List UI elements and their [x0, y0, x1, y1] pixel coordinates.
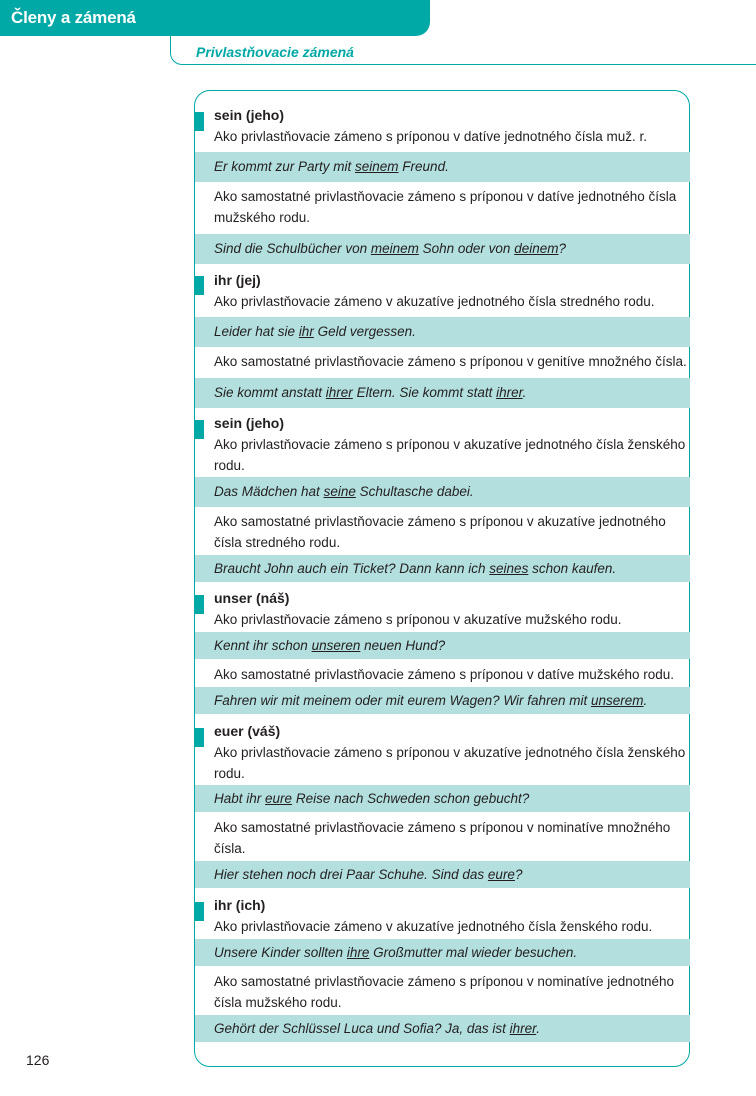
entry-attributive: [195, 721, 690, 785]
entry-word: euer (váš): [214, 723, 281, 739]
example-sentence: Habt ihr eure Reise nach Schweden schon gebucht?: [195, 785, 690, 812]
example-sentence: Sie kommt anstatt ihrer Eltern. Sie kommt statt ihrer.: [195, 378, 690, 408]
attributive-description: Ako privlastňovacie zámeno s príponou v akuzatíve mužského rodu.: [214, 612, 622, 627]
example-sentence: Sind die Schulbücher von meinem Sohn oder von deinem?: [195, 234, 690, 264]
entry-attributive: [195, 413, 690, 477]
example-sentence: Er kommt zur Party mit seinem Freund.: [195, 152, 690, 182]
standalone-description: Ako samostatné privlastňovacie zámeno s príponou v genitíve množného čísla.: [214, 354, 687, 369]
page-number: 126: [26, 1052, 50, 1068]
example-sentence: Braucht John auch ein Ticket? Dann kann ich seines schon kaufen.: [195, 555, 690, 582]
standalone-description: Ako samostatné privlastňovacie zámeno s príponou v akuzatíve jednotného čísla stredného rodu.: [214, 514, 666, 550]
attributive-description: Ako privlastňovacie zámeno v akuzatíve jednotného čísla ženského rodu.: [214, 919, 653, 934]
example-sentence: Das Mädchen hat seine Schultasche dabei.: [195, 477, 690, 507]
attributive-description: Ako privlastňovacie zámeno s príponou v akuzatíve jednotného čísla ženského rodu.: [214, 745, 686, 781]
section-title: Privlastňovacie zámená: [196, 44, 354, 60]
standalone-description: Ako samostatné privlastňovacie zámeno s príponou v nominatíve jednotného čísla mužského rodu.: [214, 974, 675, 1010]
example-sentence: Gehört der Schlüssel Luca und Sofia? Ja, das ist ihrer.: [195, 1015, 690, 1042]
example-sentence: Hier stehen noch drei Paar Schuhe. Sind das eure?: [195, 861, 690, 888]
example-sentence: Kennt ihr schon unseren neuen Hund?: [195, 632, 690, 659]
entry-attributive: [195, 270, 690, 316]
standalone-description: Ako samostatné privlastňovacie zámeno s príponou v datíve mužského rodu.: [214, 667, 674, 682]
attributive-description: Ako privlastňovacie zámeno s príponou v datíve jednotného čísla muž. r.: [214, 129, 647, 144]
example-sentence: Unsere Kinder sollten ihre Großmutter mal wieder besuchen.: [195, 939, 690, 966]
entry-attributive: [195, 588, 690, 632]
entry-word: ihr (ich): [214, 897, 266, 913]
attributive-description: Ako privlastňovacie zámeno s príponou v akuzatíve jednotného čísla ženského rodu.: [214, 437, 686, 473]
example-sentence: Leider hat sie ihr Geld vergessen.: [195, 317, 690, 347]
standalone-description: Ako samostatné privlastňovacie zámeno s príponou v nominatíve množného čísla.: [214, 820, 671, 856]
entry-word: unser (náš): [214, 590, 290, 606]
example-sentence: Fahren wir mit meinem oder mit eurem Wagen? Wir fahren mit unserem.: [195, 687, 690, 714]
entry-word: sein (jeho): [214, 415, 285, 431]
attributive-description: Ako privlastňovacie zámeno v akuzatíve jednotného čísla stredného rodu.: [214, 294, 655, 309]
standalone-description: Ako samostatné privlastňovacie zámeno s príponou v datíve jednotného čísla mužského rodu.: [214, 189, 677, 225]
entry-attributive: [195, 105, 690, 151]
entry-word: sein (jeho): [214, 107, 285, 123]
chapter-title: Členy a zámená: [11, 8, 136, 27]
chapter-header-tab: [0, 0, 430, 36]
entry-word: ihr (jej): [214, 272, 261, 288]
entry-attributive: [195, 895, 690, 939]
